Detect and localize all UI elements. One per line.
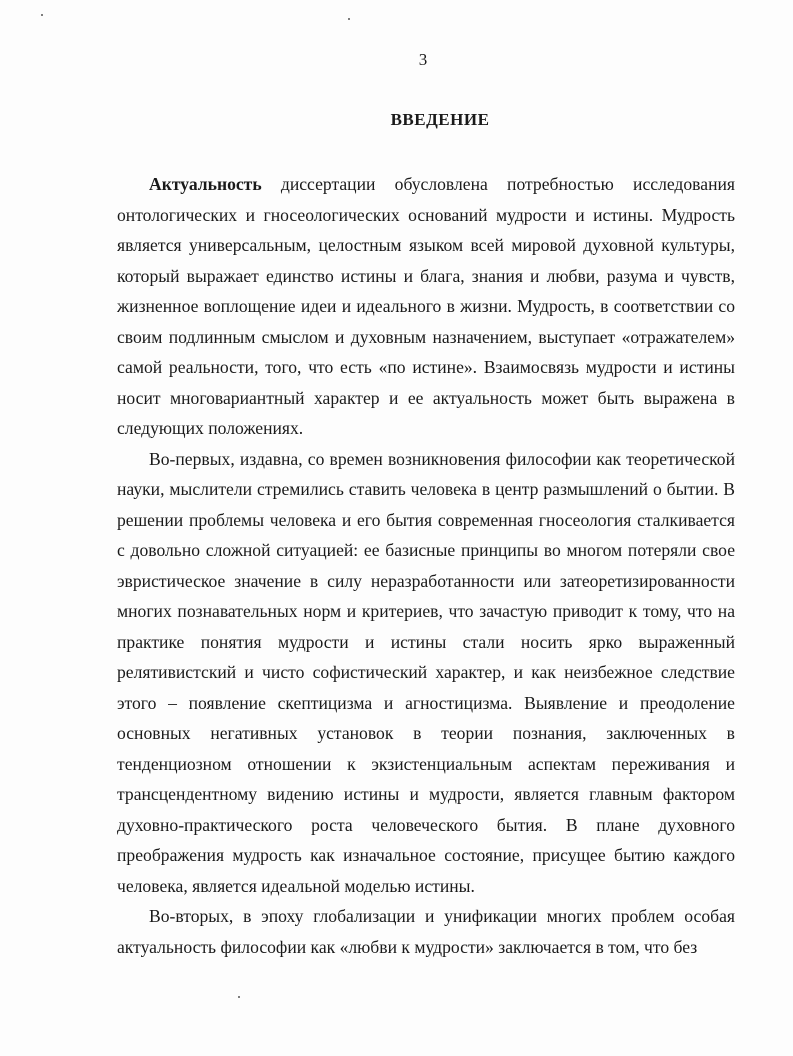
paragraph-text: диссертации обусловлена потребностью исследования онтологических и гносеологических оснований мудрости и истины. Мудрость является универсальным, целостным языком всей мировой духовной культуры, который выражает единство истины и блага, знания и любви, разума и чувств, жизненное воплощение идеи и идеального в жизни. Мудрость, в соответствии со своим подлинным смыслом и духовным назначением, выступает «отражателем» самой реальности, того, что есть «по истине». Взаимосвязь мудрости и истины носит многовариантный характер и ее актуальность может быть выражена в следующих положениях. <box>117 174 735 438</box>
section-heading: ВВЕДЕНИЕ <box>390 110 490 129</box>
paragraph-lead-term: Актуальность <box>149 174 262 194</box>
paragraph-second-point: Во-вторых, в эпоху глобализации и унификации многих проблем особая актуальность философии как «любви к мудрости» заключается в том, что без <box>117 906 735 957</box>
paragraph-first-point: Во-первых, издавна, со времен возникновения философии как теоретической науки, мыслители стремились ставить человека в центр размышлений о бытии. В решении проблемы человека и его бытия современная гносеология сталкивается с довольно сложной ситуацией: ее базисные принципы во многом потеряли свое эвристическое значение в силу неразработанности или затеоретизированности многих познавательных норм и критериев, что зачастую приводит к тому, что на практике понятия мудрости и истины стали носить ярко выраженный релятивистский и чисто софистический характер, и как неизбежное следствие этого – появление скептицизма и агностицизма. Выявление и преодоление основных негативных установок в теории познания, заключенных в тенденциозном отношении к экзистенциальным аспектам переживания и трансцендентному видению истины и мудрости, является главным фактором духовно-практического роста человеческого бытия. В плане духовного преображения мудрость как изначальное состояние, присущее бытию каждого человека, является идеальной моделью истины. <box>117 448 735 896</box>
scan-speck <box>41 14 43 16</box>
paragraph-relevance <box>117 169 735 444</box>
body-text <box>117 169 735 962</box>
scan-speck <box>348 18 350 20</box>
scan-speck <box>238 996 240 998</box>
page-number: 3 <box>418 50 428 69</box>
